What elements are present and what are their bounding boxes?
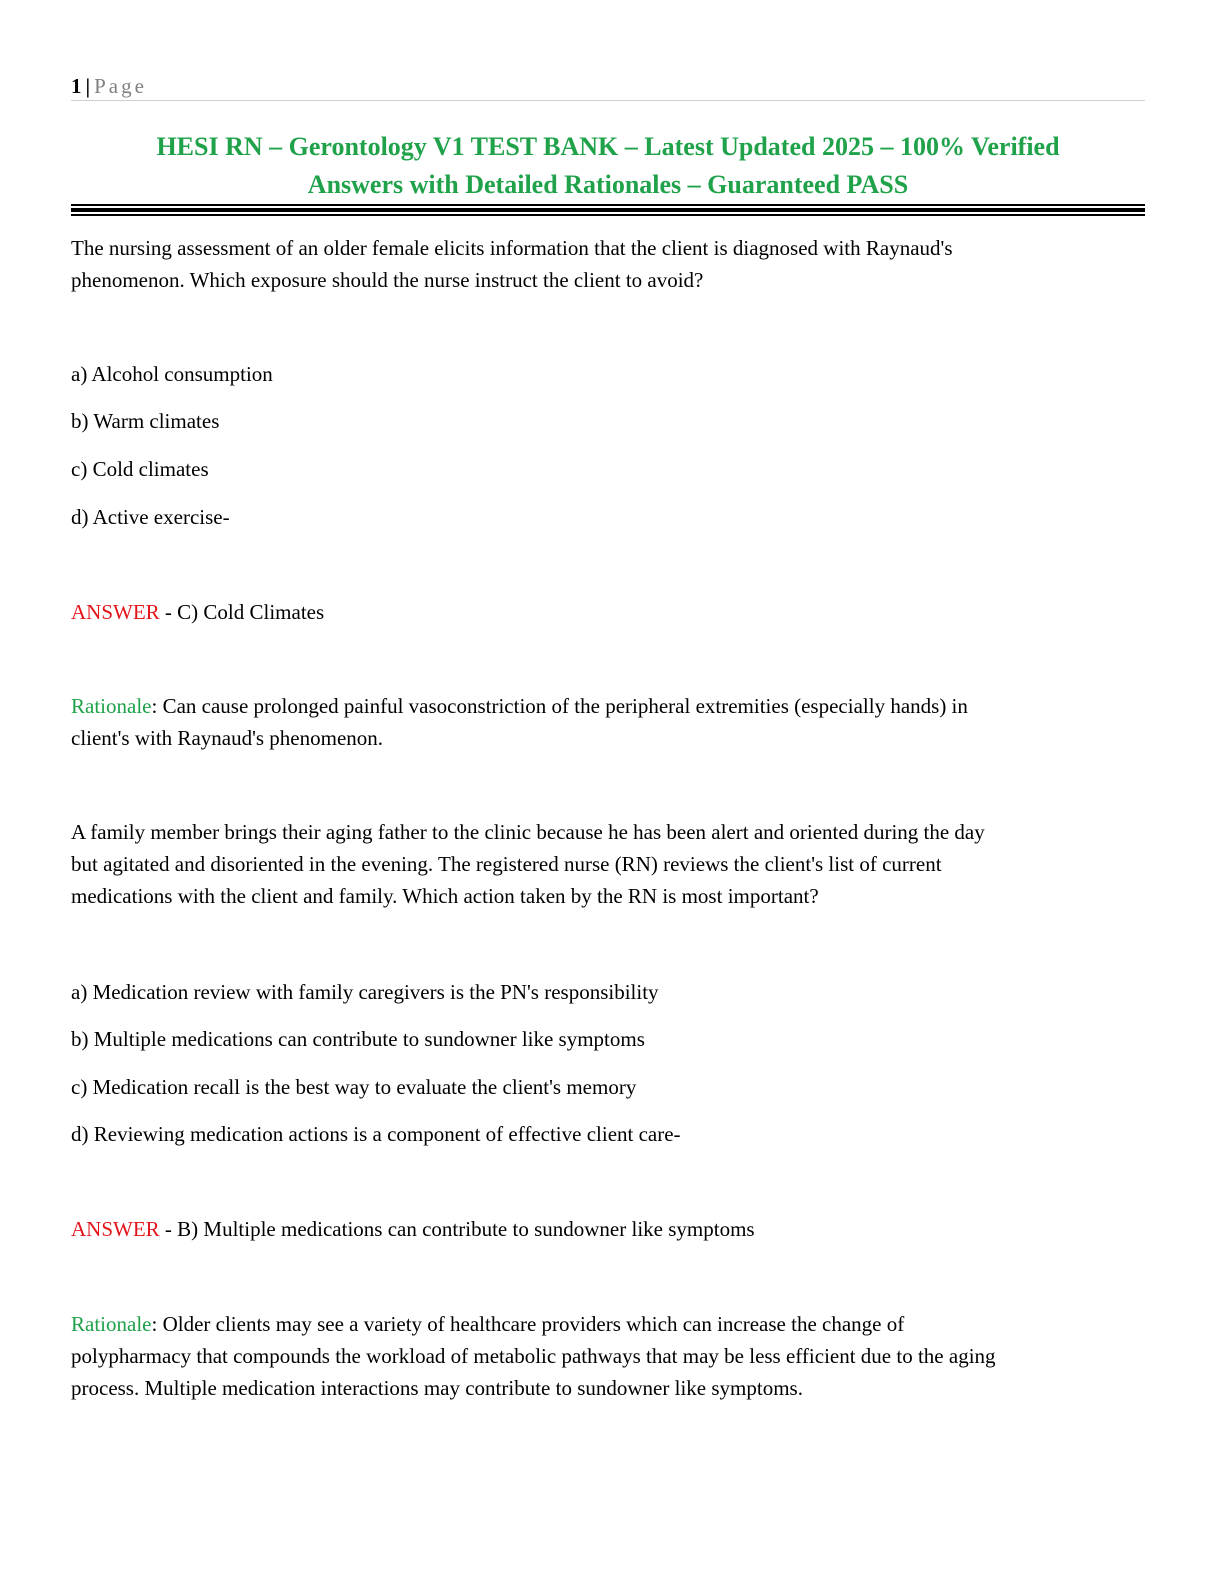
document-title: [71, 128, 1145, 204]
question-1-option-a: a) Alcohol consumption: [71, 362, 273, 386]
rationale-line-1: : Can cause prolonged painful vasoconstriction of the peripheral extremities (especially hands) in: [151, 694, 968, 718]
question-2-stem: [71, 816, 1145, 912]
rationale-line-3: process. Multiple medication interactions may contribute to sundowner like symptoms.: [71, 1376, 803, 1400]
title-line-1: HESI RN – Gerontology V1 TEST BANK – Latest Updated 2025 – 100% Verified: [156, 132, 1060, 161]
rationale-label: Rationale: [71, 694, 152, 718]
question-1-option-b: b) Warm climates: [71, 409, 220, 433]
question-2-option-a: a) Medication review with family caregivers is the PN's responsibility: [71, 980, 659, 1004]
question-2-option-d: d) Reviewing medication actions is a component of effective client care-: [71, 1122, 681, 1146]
question-2-stem-line-3: medications with the client and family. Which action taken by the RN is most important?: [71, 884, 819, 908]
title-line-2: Answers with Detailed Rationales – Guaranteed PASS: [307, 170, 909, 199]
question-1-rationale: [71, 690, 1145, 754]
page-label: Page: [94, 74, 147, 98]
answer-text: - C) Cold Climates: [159, 600, 325, 624]
page-separator: |: [85, 74, 91, 98]
question-2-answer: [71, 1213, 1145, 1245]
question-1-option-c: c) Cold climates: [71, 457, 209, 481]
question-1-stem-line-1: The nursing assessment of an older female elicits information that the client is diagnosed with Raynaud's: [71, 236, 953, 260]
answer-label: ANSWER: [71, 1217, 160, 1241]
question-2-stem-line-1: A family member brings their aging father to the clinic because he has been alert and oriented during the day: [71, 820, 985, 844]
question-2-rationale: [71, 1308, 1145, 1404]
question-1-option-d: d) Active exercise-: [71, 505, 230, 529]
document-page: [71, 0, 1145, 1584]
page-number: 1: [71, 74, 82, 98]
title-divider: [71, 204, 1145, 216]
rationale-label: Rationale: [71, 1312, 152, 1336]
question-2-stem-line-2: but agitated and disoriented in the evening. The registered nurse (RN) reviews the client's list of current: [71, 852, 942, 876]
rationale-line-1: : Older clients may see a variety of healthcare providers which can increase the change of: [151, 1312, 905, 1336]
page-header: [71, 72, 1145, 101]
answer-label: ANSWER: [71, 600, 160, 624]
question-2-option-b: b) Multiple medications can contribute to sundowner like symptoms: [71, 1027, 645, 1051]
question-1-stem: [71, 232, 1145, 296]
question-2-option-c: c) Medication recall is the best way to evaluate the client's memory: [71, 1075, 637, 1099]
question-1-stem-line-2: phenomenon. Which exposure should the nurse instruct the client to avoid?: [71, 268, 704, 292]
answer-text: - B) Multiple medications can contribute to sundowner like symptoms: [159, 1217, 755, 1241]
question-1-answer: [71, 596, 1145, 628]
rationale-line-2: polypharmacy that compounds the workload of metabolic pathways that may be less efficient due to the aging: [71, 1344, 996, 1368]
rationale-line-2: client's with Raynaud's phenomenon.: [71, 726, 384, 750]
